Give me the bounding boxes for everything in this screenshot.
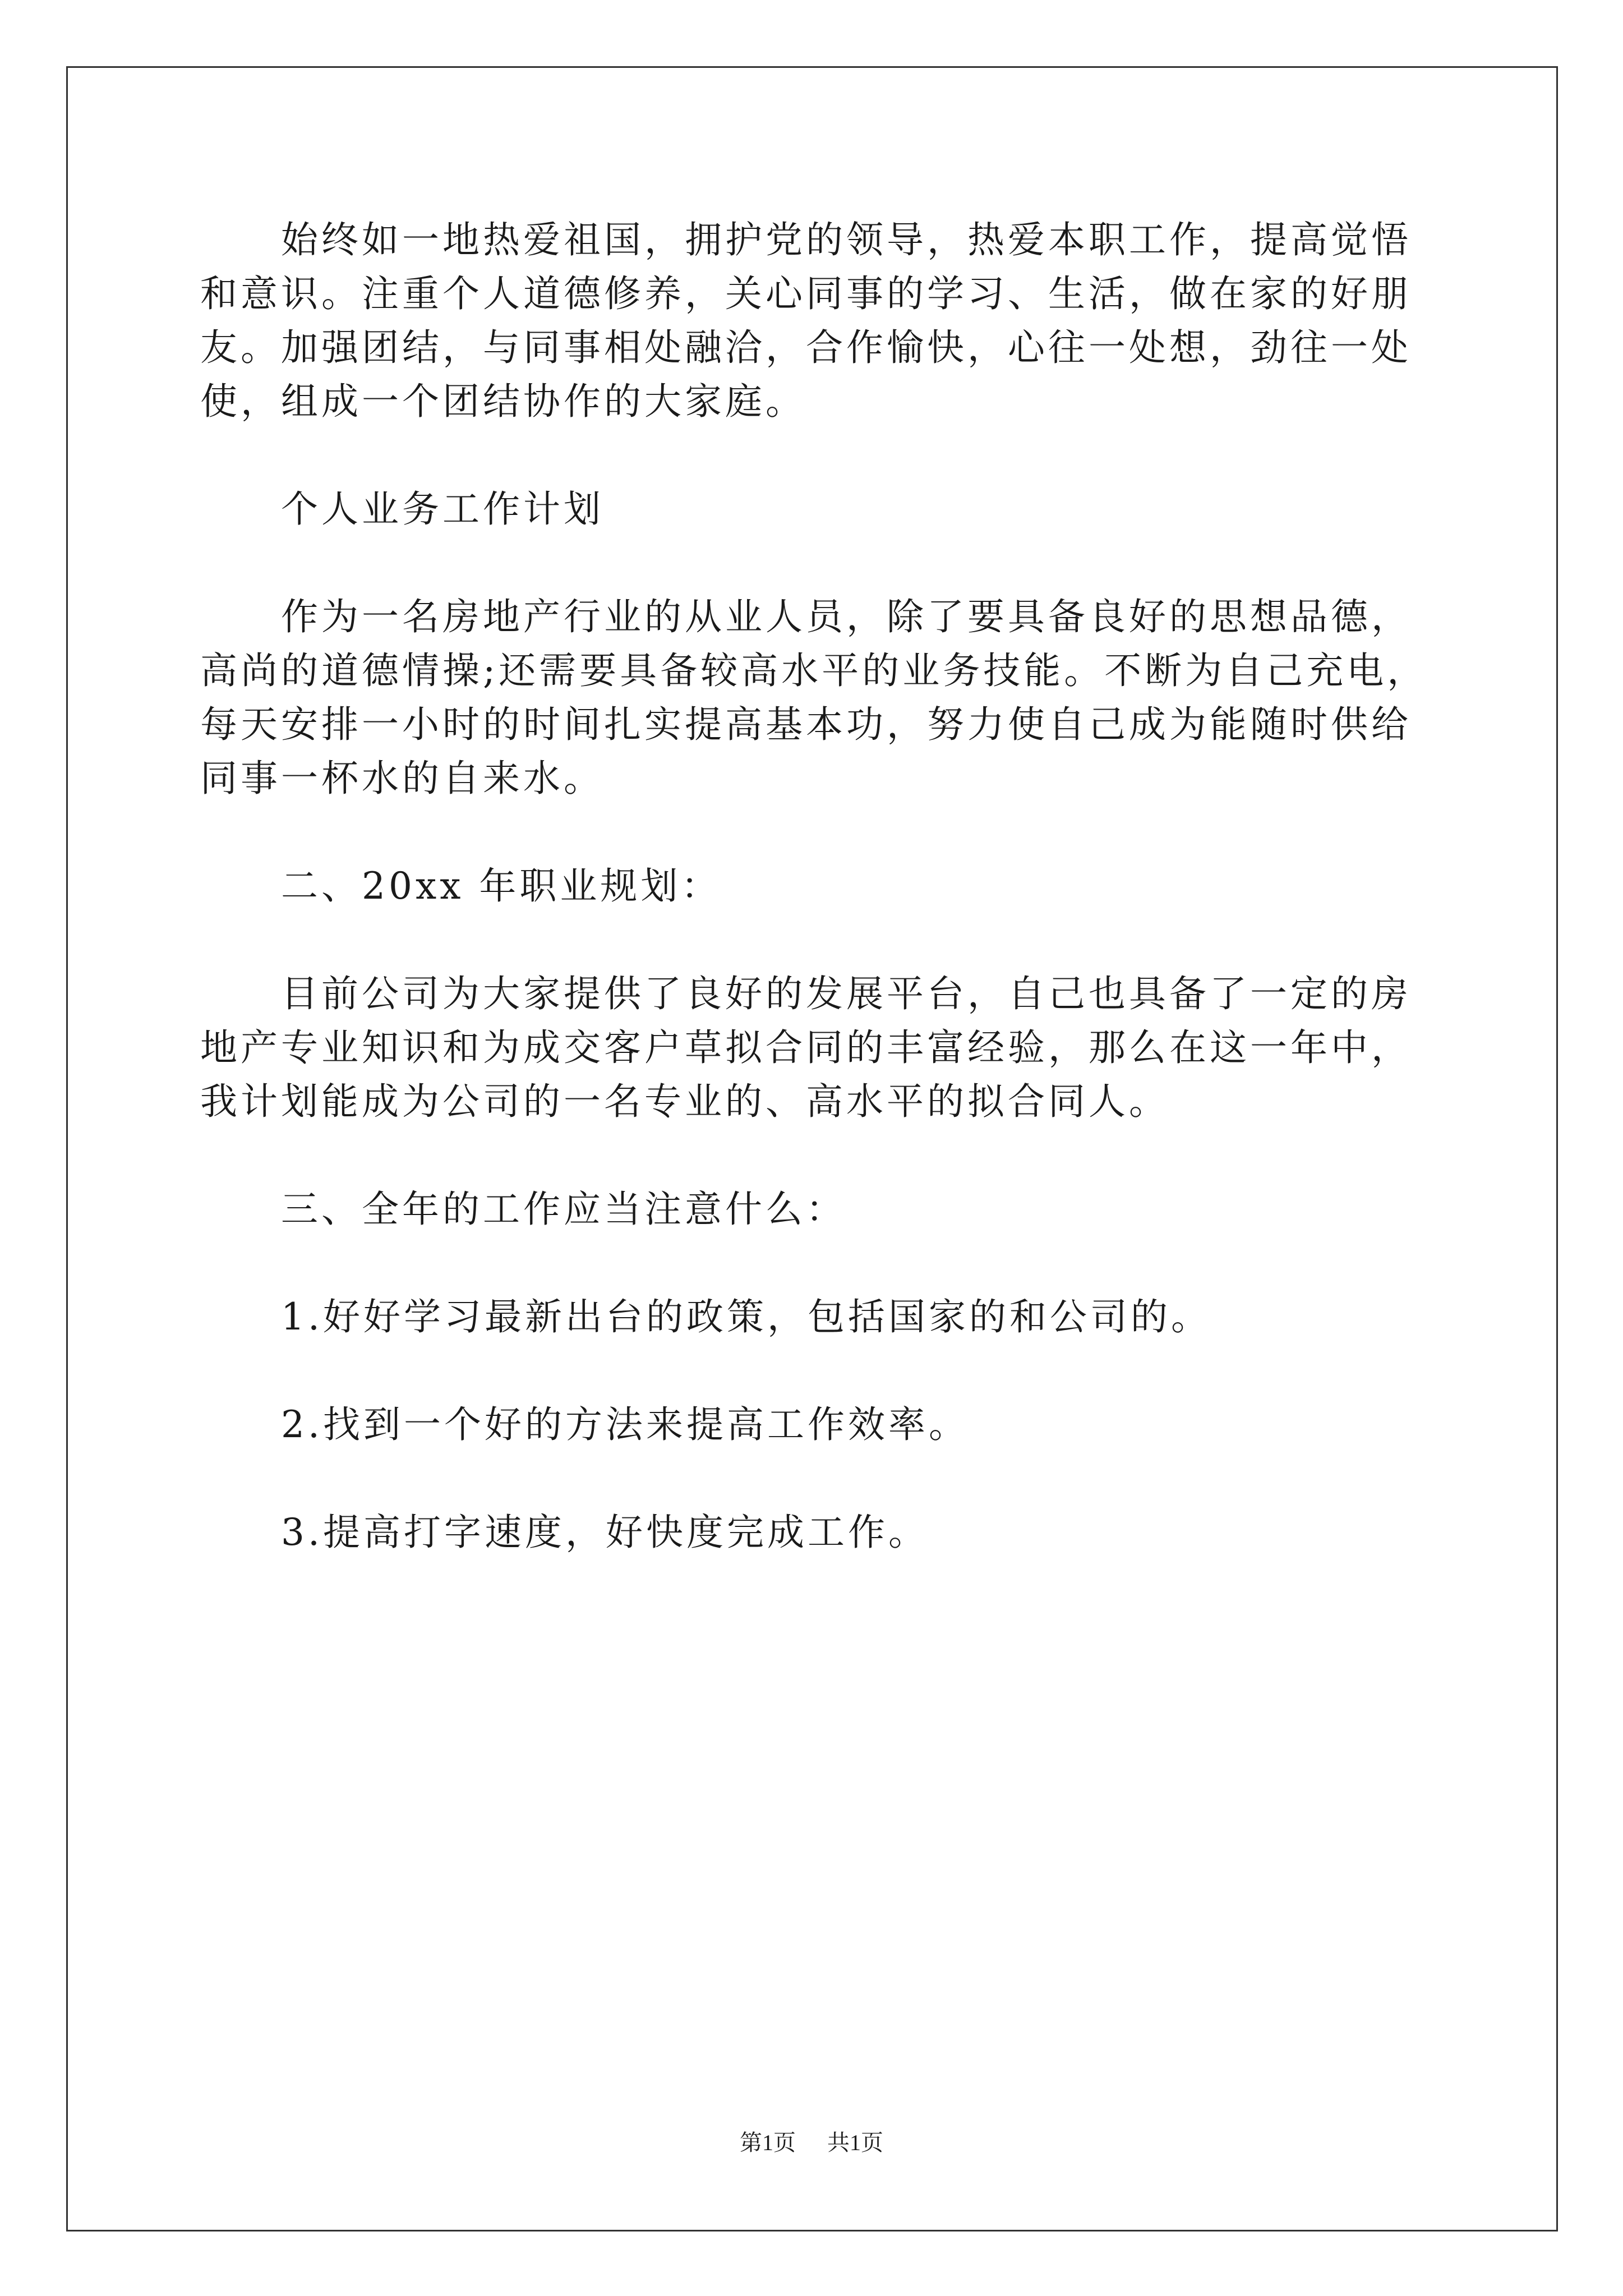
paragraph-heading — [200, 482, 1434, 536]
list-item — [200, 1506, 1434, 1559]
text-line: 作为一名房地产行业的从业人员，除了要具备良好的思想品德， — [281, 595, 1412, 638]
paragraph-heading — [200, 859, 1434, 913]
text-line: 2.找到一个好的方法来提高工作效率。 — [281, 1403, 969, 1446]
text-line: 个人业务工作计划 — [281, 487, 604, 531]
text-line: 我计划能成为公司的一名专业的、高水平的拟合同人。 — [200, 1080, 1169, 1123]
document-body — [200, 213, 1434, 1559]
text-line: 同事一杯水的自来水。 — [200, 757, 604, 800]
text-line: 二、20xx 年职业规划： — [281, 864, 722, 908]
paragraph — [200, 590, 1434, 806]
text-line: 1.好好学习最新出台的政策，包括国家的和公司的。 — [281, 1295, 1211, 1338]
text-line: 始终如一地热爱祖国，拥护党的领导，热爱本职工作，提高觉悟 — [281, 218, 1412, 261]
list-item — [200, 1398, 1434, 1452]
text-line: 高尚的道德情操;还需要具备较高水平的业务技能。不断为自己充电， — [200, 649, 1428, 692]
text-line: 3.提高打字速度，好快度完成工作。 — [281, 1511, 929, 1554]
page-number: 第1页 — [740, 2130, 796, 2155]
list-item — [200, 1290, 1434, 1344]
paragraph — [200, 967, 1434, 1129]
text-line: 目前公司为大家提供了良好的发展平台，自己也具备了一定的房 — [281, 972, 1412, 1015]
text-line: 友。加强团结，与同事相处融洽，合作愉快，心往一处想，劲往一处 — [200, 326, 1412, 369]
text-line: 每天安排一小时的时间扎实提高基本功，努力使自己成为能随时供给 — [200, 703, 1412, 746]
page-footer — [0, 2126, 1623, 2160]
text-line: 和意识。注重个人道德修养，关心同事的学习、生活，做在家的好朋 — [200, 272, 1412, 315]
text-line: 使，组成一个团结协作的大家庭。 — [200, 380, 806, 423]
paragraph-heading — [200, 1182, 1434, 1236]
paragraph — [200, 213, 1434, 429]
text-line: 地产专业知识和为成交客户草拟合同的丰富经验，那么在这一年中， — [200, 1026, 1412, 1069]
text-line: 三、全年的工作应当注意什么： — [281, 1188, 846, 1231]
page-total: 共1页 — [827, 2130, 883, 2155]
